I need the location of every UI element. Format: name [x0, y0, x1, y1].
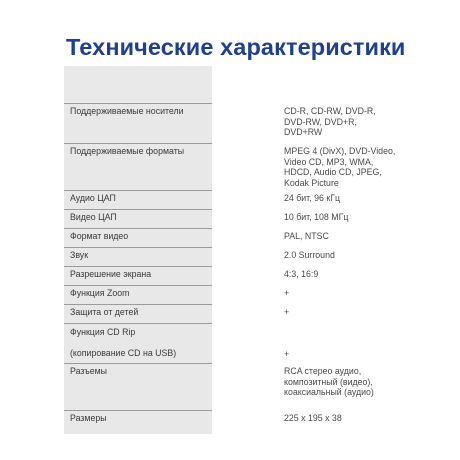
spec-label: Разъемы	[64, 363, 212, 410]
spec-value-line: Video CD, MP3, WMA,	[284, 156, 374, 167]
spec-value	[212, 209, 410, 228]
spec-value-line: PAL, NTSC	[284, 231, 329, 241]
spec-row-zoom	[64, 285, 410, 304]
spec-value	[212, 410, 410, 434]
spec-value	[212, 190, 410, 209]
spec-value-line: 225 x 195 x 38	[284, 413, 342, 423]
spec-value-line: 2.0 Surround	[284, 250, 335, 260]
spec-value-line: HDCD, Audio CD, JPEG,	[284, 167, 382, 178]
spec-label: Аудио ЦАП	[64, 190, 212, 209]
spec-value	[212, 285, 410, 304]
spec-value-line: DVD-RW, DVD+R,	[284, 116, 357, 127]
spec-row-audio-dac	[64, 190, 410, 209]
spec-value-line: +	[284, 307, 290, 317]
spec-value-line: 24 бит, 96 кГц	[284, 193, 341, 203]
spec-label: Функция Zoom	[64, 285, 212, 304]
spec-label: Защита от детей	[64, 304, 212, 323]
spec-value-line: коаксиальный (аудио)	[284, 387, 374, 398]
spec-value-line: MPEG 4 (DivX), DVD-Video,	[284, 146, 396, 156]
spec-value	[212, 247, 410, 266]
spec-value	[212, 103, 410, 143]
spec-value-line: DVD+RW	[284, 127, 323, 138]
spec-row-child-lock	[64, 304, 410, 323]
spec-value-line: 4:3, 16:9	[284, 269, 319, 279]
page-title: Технические характеристики	[66, 34, 406, 60]
spec-value	[212, 228, 410, 247]
spec-row-resolution	[64, 266, 410, 285]
spec-label: Формат видео	[64, 228, 212, 247]
spec-value-line: композитный (видео),	[284, 376, 373, 387]
spec-label: Размеры	[64, 410, 212, 434]
spec-value	[212, 304, 410, 323]
specs-table	[64, 66, 410, 460]
spec-value-line: 10 бит, 108 МГц	[284, 212, 349, 222]
spec-value-line: +	[284, 288, 290, 298]
spec-row-video-dac	[64, 209, 410, 228]
spec-row-connectors	[64, 363, 410, 410]
spec-row-formats	[64, 143, 410, 190]
spec-label: Разрешение экрана	[64, 266, 212, 285]
spec-label	[64, 323, 212, 363]
spec-label-line: (копирование CD на USB)	[70, 347, 177, 358]
spec-value	[212, 323, 410, 363]
spec-row-video-format	[64, 228, 410, 247]
spec-row-media	[64, 103, 410, 143]
spec-label: Поддерживаемые носители	[64, 103, 212, 143]
table-header-spacer	[64, 66, 410, 103]
spec-value	[212, 363, 410, 410]
spec-value	[212, 266, 410, 285]
spec-value-line: +	[284, 349, 290, 359]
spec-value-line: CD-R, CD-RW, DVD-R,	[284, 106, 376, 116]
spec-label: Поддерживаемые форматы	[64, 143, 212, 190]
spec-label: Видео ЦАП	[64, 209, 212, 228]
spec-row-sound	[64, 247, 410, 266]
spec-row-dimensions	[64, 410, 410, 434]
spec-label-line: Функция CD Rip	[70, 327, 136, 337]
spec-value-line: RCA стерео аудио,	[284, 366, 362, 376]
spec-row-cd-rip	[64, 323, 410, 363]
spec-label: Звук	[64, 247, 212, 266]
spec-value-line: Kodak Picture	[284, 177, 339, 188]
spec-value	[212, 143, 410, 190]
